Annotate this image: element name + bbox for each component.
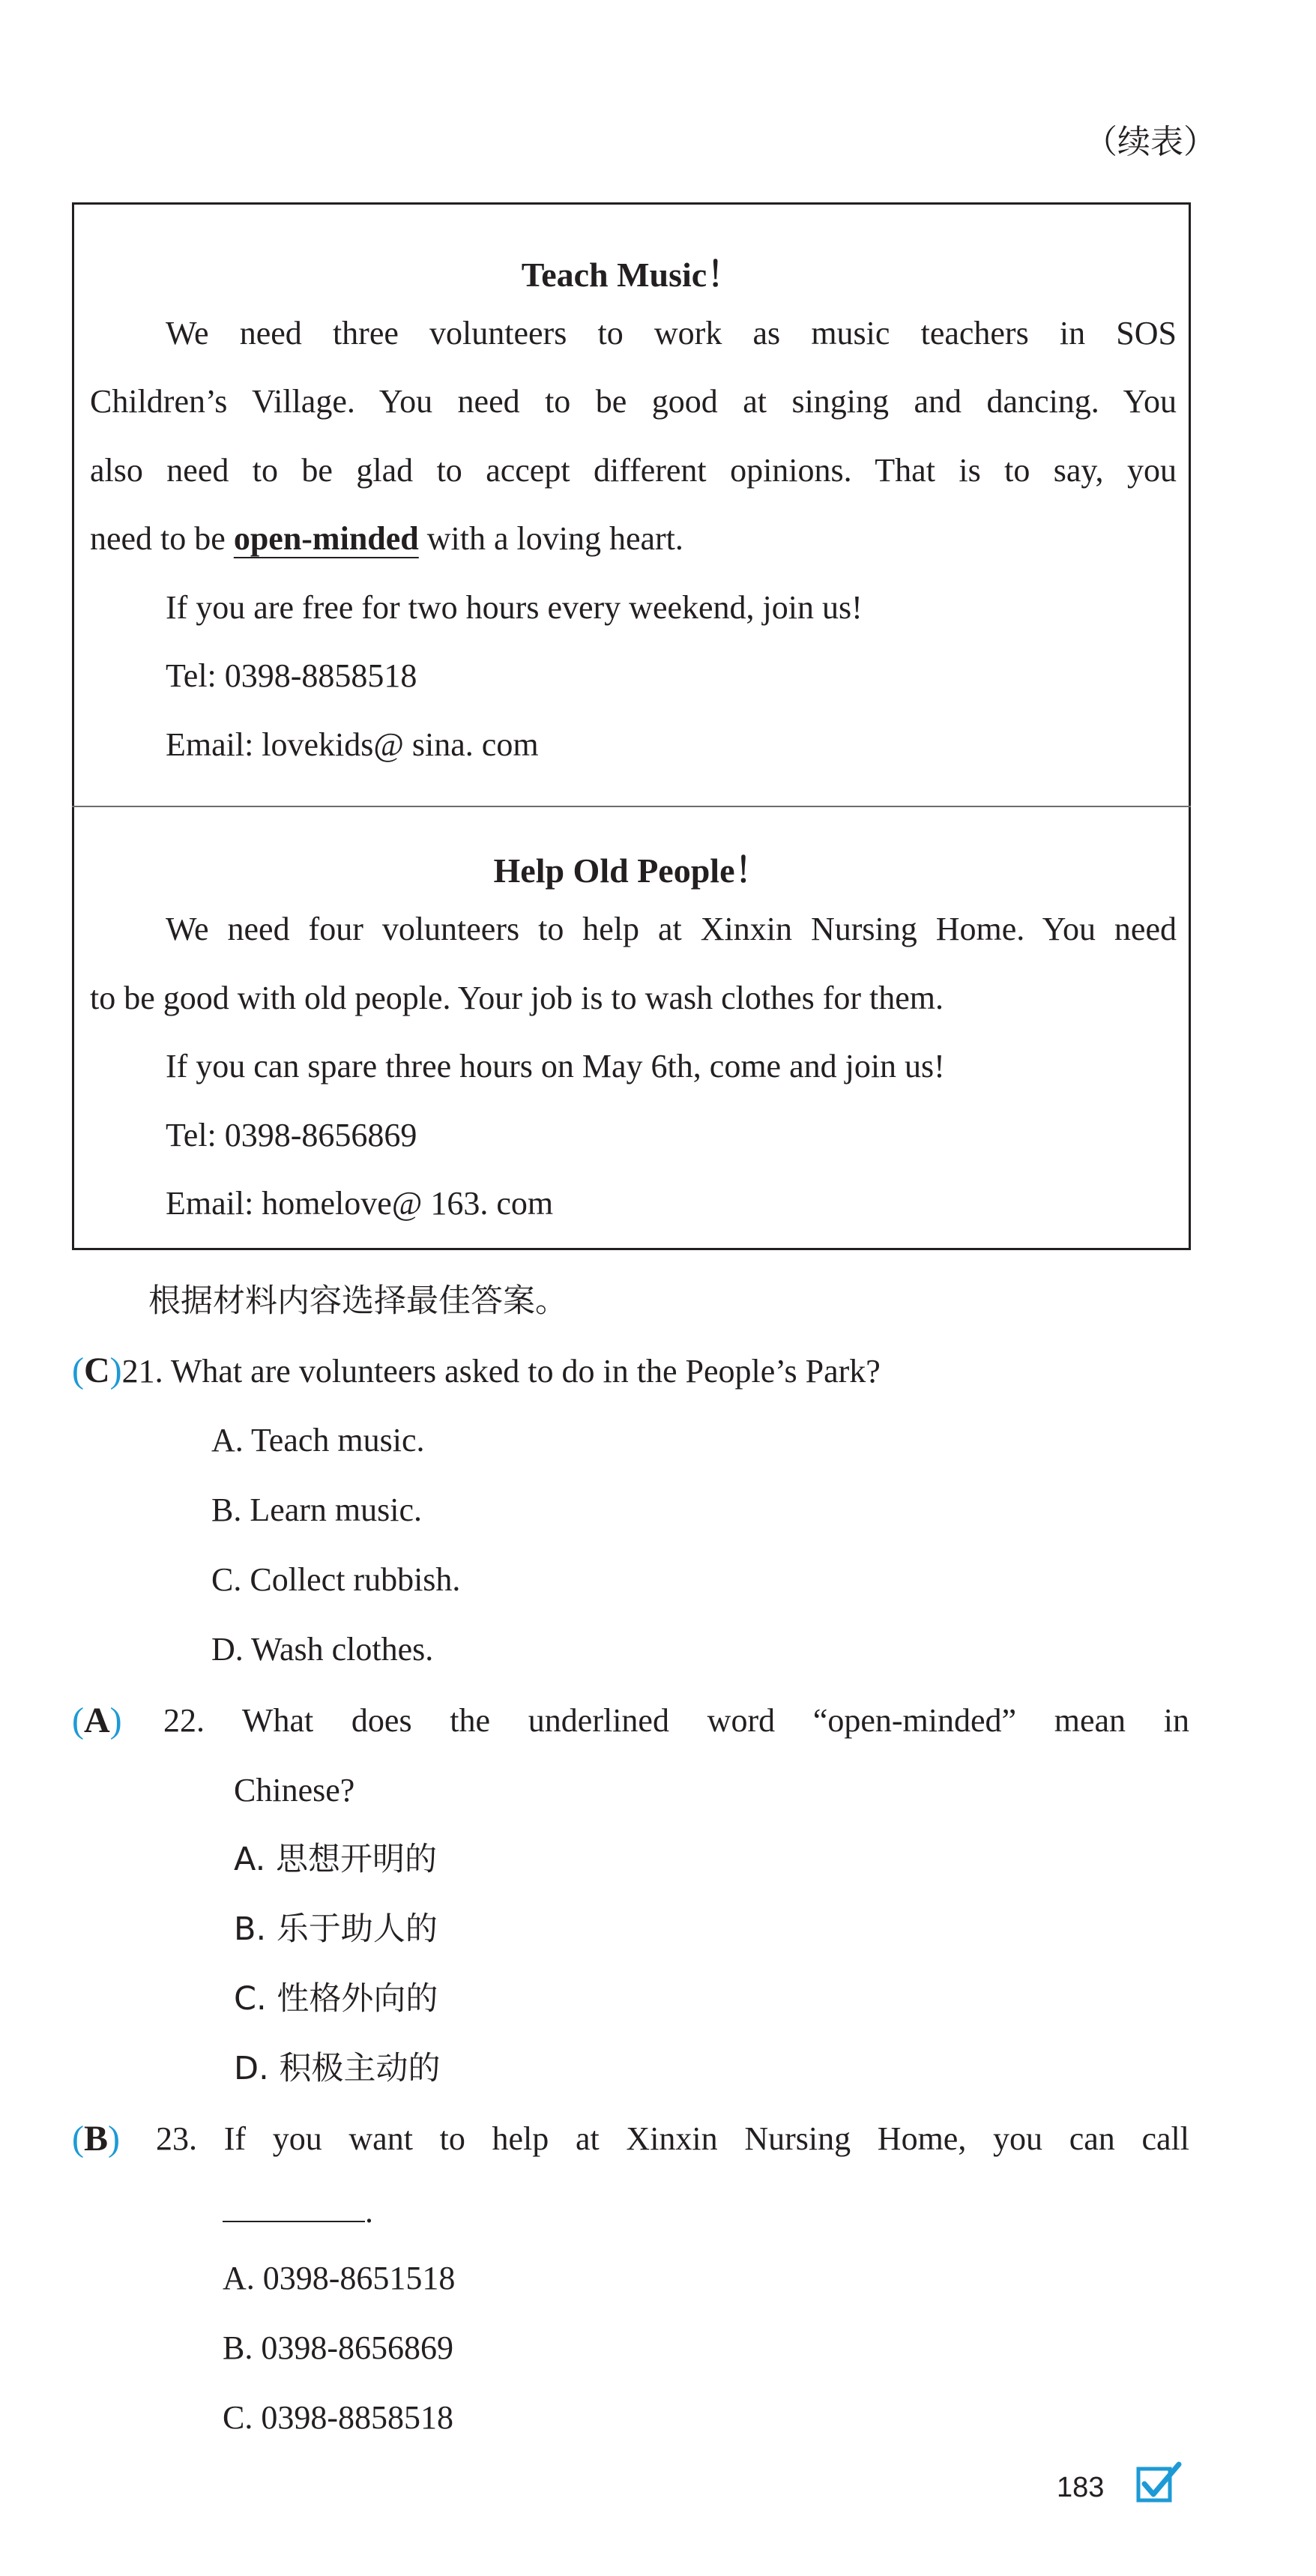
teach-music-line-2: Children’s Village. You need to be good at singing and dancing. You [90,383,1177,420]
teach-music-line-4: need to be open-minded with a loving heart. [90,520,683,557]
teach-music-email: Email: lovekids@ sina. com [166,726,539,763]
teach-music-invite: If you are free for two hours every weekend, join us! [166,589,863,626]
answer-bracket: (C) [72,1351,122,1390]
question-21: (C)21. What are volunteers asked to do in the People’s Park? [72,1351,881,1390]
answer-blank [223,2192,365,2222]
help-old-email: Email: homelove@ 163. com [166,1185,554,1222]
help-old-invite: If you can spare three hours on May 6th, come and join us! [166,1048,945,1085]
q21-option-d: D. Wash clothes. [211,1631,434,1668]
question-22-line-2: Chinese? [234,1772,355,1809]
q22-option-b: B. 乐于助人的 [234,1910,438,1948]
q22-option-c: C. 性格外向的 [234,1980,438,2018]
help-old-line-2: to be good with old people. Your job is to wash clothes for them. [90,980,944,1016]
page-number: 183 [1057,2472,1105,2503]
answer-23-wrap: (B) [72,2119,120,2159]
q21-option-b: B. Learn music. [211,1491,423,1528]
q21-option-c: C. Collect rubbish. [211,1561,461,1598]
teach-music-line-3: also need to be glad to accept different opinions. That is to say, you [90,452,1177,489]
underlined-word: open-minded [233,520,419,557]
q21-option-a: A. Teach music. [211,1422,425,1459]
q23-option-c: C. 0398-8858518 [223,2399,453,2436]
question-23-line-1: 23. If you want to help at Xinxin Nursing Home, you can call [156,2120,1189,2157]
help-old-title: Help Old People！ [493,851,770,890]
question-23-line-2: . [223,2192,373,2228]
notice-divider [72,806,1191,807]
answer-22: A [83,1701,110,1740]
checkmark-box-icon [1135,2460,1182,2506]
teach-music-line-1: We need three volunteers to work as music teachers in SOS [166,315,1177,352]
q22-option-d: D. 积极主动的 [234,2050,441,2087]
answer-22-wrap: (A) [72,1701,122,1740]
answer-23: B [83,2119,108,2159]
instruction: 根据材料内容选择最佳答案。 [148,1282,567,1320]
teach-music-title: Teach Music！ [521,256,742,294]
teach-music-tel: Tel: 0398-8858518 [166,657,417,694]
help-old-tel: Tel: 0398-8656869 [166,1117,417,1153]
help-old-line-1: We need four volunteers to help at Xinxin Nursing Home. You need [166,911,1177,947]
q22-option-a: A. 思想开明的 [234,1841,437,1878]
question-22-line-1: 22. What does the underlined word “open-minded” mean in [163,1702,1189,1739]
q23-option-a: A. 0398-8651518 [223,2260,456,2296]
q23-option-b: B. 0398-8656869 [223,2329,453,2366]
answer-21: C [83,1351,110,1390]
continued-label: （续表） [1084,124,1216,160]
